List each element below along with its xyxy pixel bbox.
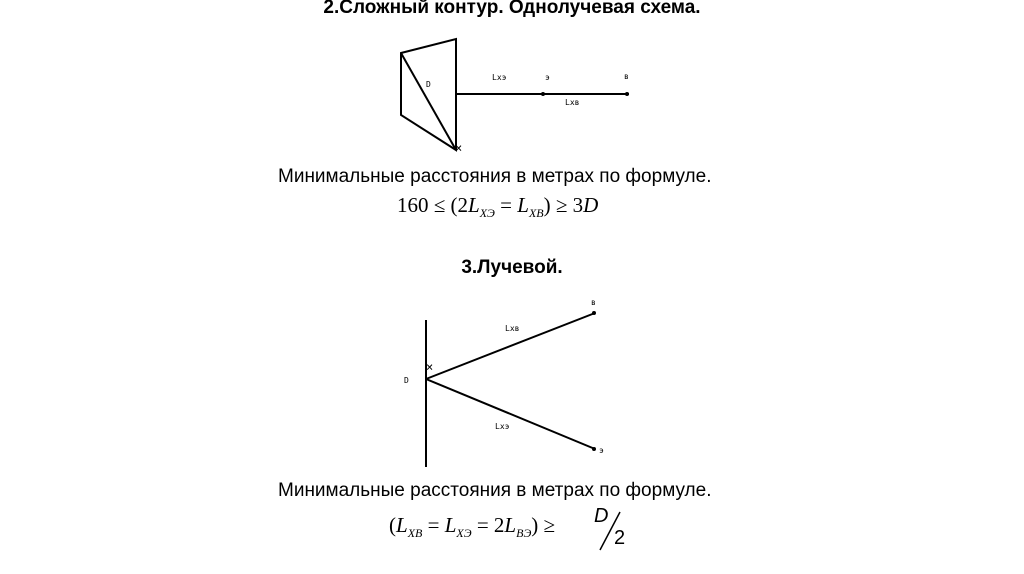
formula-close: ) ≥ [531, 513, 556, 537]
point-b [625, 92, 629, 96]
formula-l: L [396, 513, 408, 537]
label-l-xe: Lхэ [492, 73, 507, 82]
radial-diagram [395, 292, 635, 472]
section3-formula [389, 513, 555, 541]
fraction-numerator: D [594, 505, 609, 527]
point-e [592, 447, 596, 451]
label-d: D [404, 376, 409, 385]
formula-d: D [583, 193, 599, 217]
formula-l: L [517, 193, 529, 217]
formula-eq: = 2 [471, 513, 505, 537]
point-b [592, 311, 596, 315]
formula-sub: ВЭ [516, 526, 532, 540]
label-b: в [624, 72, 629, 81]
label-d: D [426, 80, 431, 89]
label-e: э [599, 446, 604, 455]
section2-caption: Минимальные расстояния в метрах по формуле. [278, 166, 712, 187]
label-e: э [545, 73, 550, 82]
cross-mark: × [426, 360, 434, 374]
formula-l: L [468, 193, 480, 217]
formula-sub: ХЭ [456, 526, 472, 540]
label-l-xe: Lхэ [495, 422, 510, 431]
formula-sub: ХВ [528, 206, 544, 220]
section3-heading: 3.Лучевой. [461, 257, 563, 278]
formula-lead: 160 ≤ (2 [397, 193, 469, 217]
label-l-xb: Lхв [565, 98, 580, 107]
formula-l: L [504, 513, 517, 537]
section3-caption: Минимальные расстояния в метрах по формуле. [278, 480, 712, 501]
formula-sub: ХВ [407, 526, 423, 540]
contour-diagonal [401, 53, 456, 150]
contour-quadrilateral [401, 39, 456, 150]
formula-eq: = [494, 193, 518, 217]
label-l-xb: Lхв [505, 324, 520, 333]
point-e [541, 92, 545, 96]
formula-eq: = [422, 513, 445, 537]
formula-sub: ХЭ [479, 206, 495, 220]
fraction-denominator: 2 [614, 527, 626, 549]
beam-to-b [426, 313, 595, 379]
section2-formula [397, 193, 598, 221]
formula-open: ( [389, 513, 396, 537]
label-b: в [591, 298, 596, 307]
section2-heading: 2.Сложный контур. Однолучевая схема. [323, 0, 701, 18]
formula-tail: ) ≥ 3 [543, 193, 584, 217]
beam-to-e [426, 379, 595, 449]
single-beam-diagram [395, 35, 645, 155]
cross-mark: × [455, 141, 463, 155]
formula-l: L [444, 513, 457, 537]
